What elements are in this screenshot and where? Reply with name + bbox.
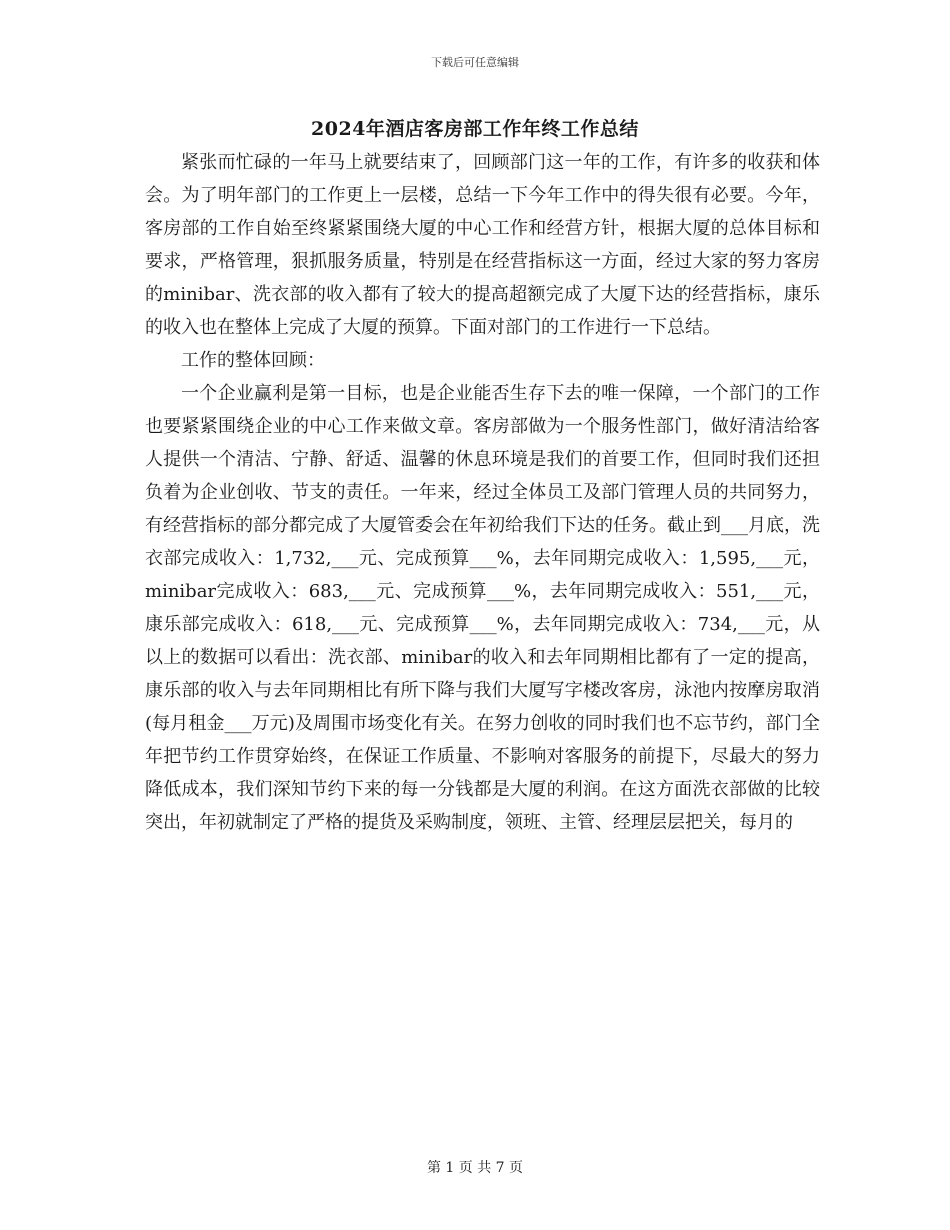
header-note: 下载后可任意编辑 <box>431 56 519 69</box>
paragraph-review: 一个企业赢利是第一目标，也是企业能否生存下去的唯一保障，一个部门的工作也要紧紧围绕企业的中心工作来做文章。客房部做为一个服务性部门，做好清洁给客人提供一个清洁、宁静、舒适、温馨的休息环境是我们的首要工作，但同时我们还担负着为企业创收、节支的责任。一年来，经过全体员工及部门管理人员的共同努力，有经营指标的部分都完成了大厦管委会在年初给我们下达的任务。截止到___月底，洗衣部完成收入：1,732,___元、完成预算___%，去年同期完成收入：1,595,___元，minibar完成收入：683,___元、完成预算___%，去年同期完成收入：551,___元，康乐部完成收入：618,___元、完成预算___%，去年同期完成收入：734,___元，从以上的数据可以看出：洗衣部、minibar的收入和去年同期相比都有了一定的提高，康乐部的收入与去年同期相比有所下降与我们大厦写字楼改客房，泳池内按摩房取消(每月租金___万元)及周围市场变化有关。在努力创收的同时我们也不忘节约，部门全年把节约工作贯穿始终，在保证工作质量、不影响对客服务的前提下，尽最大的努力降低成本，我们深知节约下来的每一分钱都是大厦的利润。在这方面洗衣部做的比较突出，年初就制定了严格的提货及采购制度，领班、主管、经理层层把关，每月的 <box>145 383 820 833</box>
paragraph-intro: 紧张而忙碌的一年马上就要结束了，回顾部门这一年的工作，有许多的收获和体会。为了明年部门的工作更上一层楼，总结一下今年工作中的得失很有必要。今年，客房部的工作自始至终紧紧围绕大厦的中心工作和经营方针，根据大厦的总体目标和要求，严格管理，狠抓服务质量，特别是在经营指标这一方面，经过大家的努力客房的minibar、洗衣部的收入都有了较大的提高超额完成了大厦下达的经营指标，康乐的收入也在整体上完成了大厦的预算。下面对部门的工作进行一下总结。 <box>145 152 820 338</box>
paragraph-section-heading: 工作的整体回顾： <box>181 350 325 371</box>
document-title: 2024年酒店客房部工作年终工作总结 <box>311 118 639 140</box>
document-body <box>145 146 820 839</box>
page-number: 第 1 页 共 7 页 <box>426 1160 524 1176</box>
